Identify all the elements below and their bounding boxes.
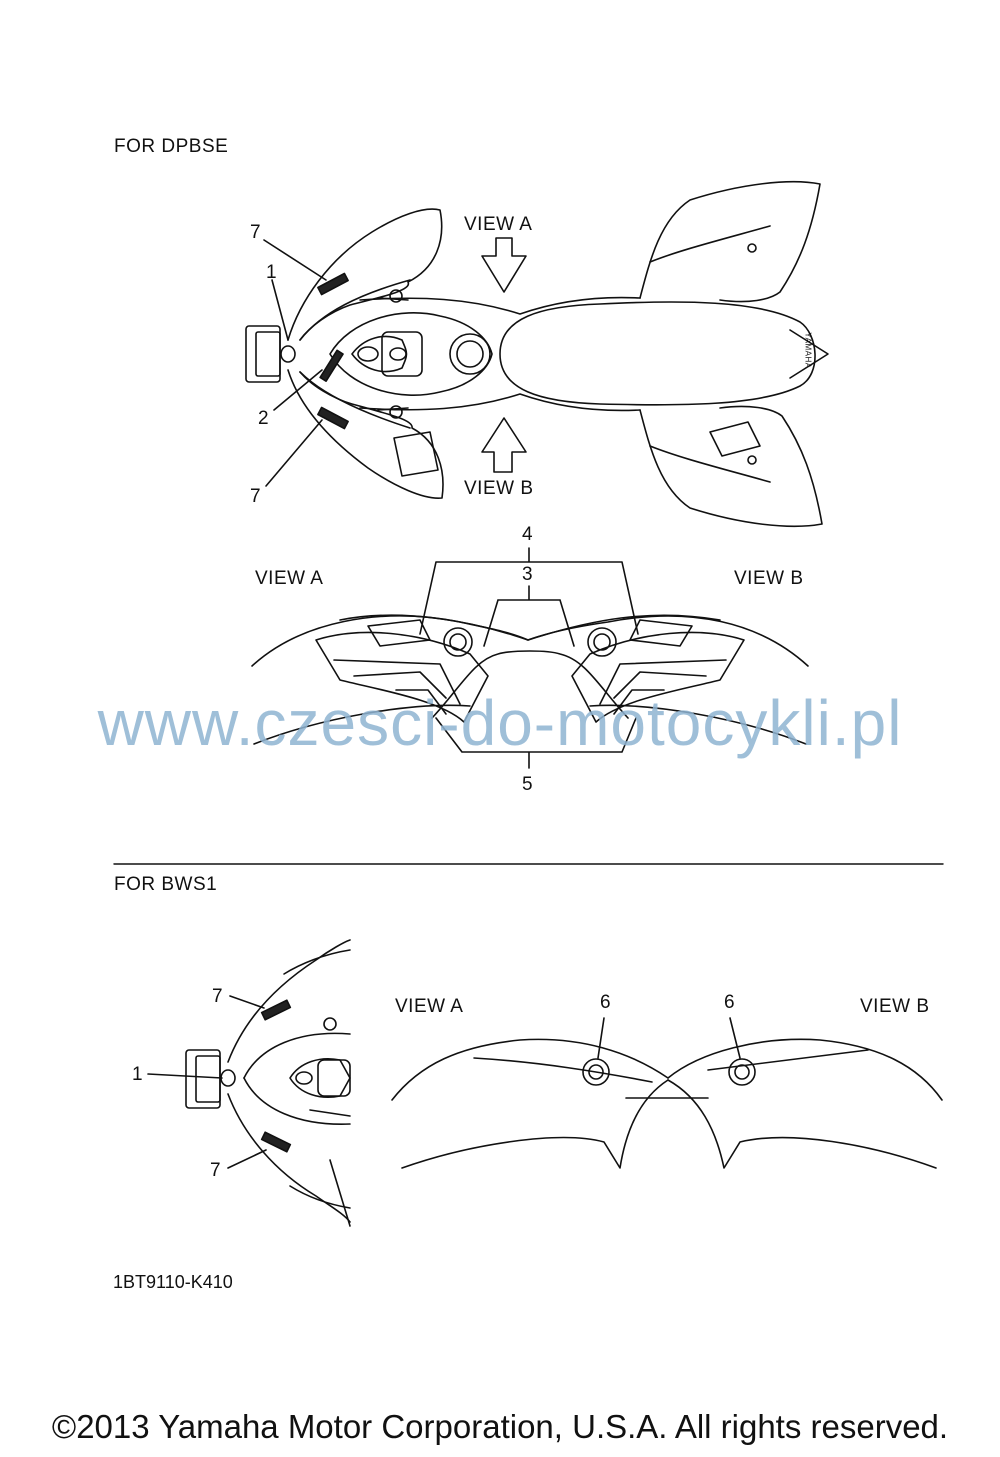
view-a-label: VIEW A bbox=[255, 568, 324, 589]
watermark: www.czesci-do-motocykli.pl bbox=[97, 687, 903, 759]
callout-4: 4 bbox=[522, 524, 533, 545]
atv-front-partial bbox=[186, 940, 350, 1226]
callout-1-top: 1 bbox=[266, 262, 277, 283]
callout-3: 3 bbox=[522, 564, 533, 585]
bws1-view-panels bbox=[392, 1018, 942, 1168]
part-code: 1BT9110-K410 bbox=[113, 1272, 233, 1292]
callout-6-right: 6 bbox=[724, 992, 735, 1013]
atv-top-view bbox=[246, 182, 828, 527]
view-a-arrow-label: VIEW A bbox=[464, 214, 533, 235]
callout-6-left: 6 bbox=[600, 992, 611, 1013]
section-title-bws1: FOR BWS1 bbox=[114, 874, 218, 895]
callout-1-bws: 1 bbox=[132, 1064, 143, 1085]
view-b-arrow-label: VIEW B bbox=[464, 478, 534, 499]
callout-7-bottom: 7 bbox=[250, 486, 261, 507]
callout-7-bws-bottom: 7 bbox=[210, 1160, 221, 1181]
seat-brand-text: YAMAHA bbox=[803, 332, 813, 369]
callout-2: 2 bbox=[258, 408, 269, 429]
copyright: ©2013 Yamaha Motor Corporation, U.S.A. All rights reserved. bbox=[51, 1408, 949, 1445]
bws-view-b-label: VIEW B bbox=[860, 996, 930, 1017]
bws-view-a-label: VIEW A bbox=[395, 996, 464, 1017]
view-arrows bbox=[482, 238, 526, 472]
leader-lines-bottom bbox=[148, 996, 266, 1168]
callout-5: 5 bbox=[522, 774, 533, 795]
section-title-dpbse: FOR DPBSE bbox=[114, 136, 229, 157]
callout-7-bws-top: 7 bbox=[212, 986, 223, 1007]
view-b-label: VIEW B bbox=[734, 568, 804, 589]
callout-7-top: 7 bbox=[250, 222, 261, 243]
